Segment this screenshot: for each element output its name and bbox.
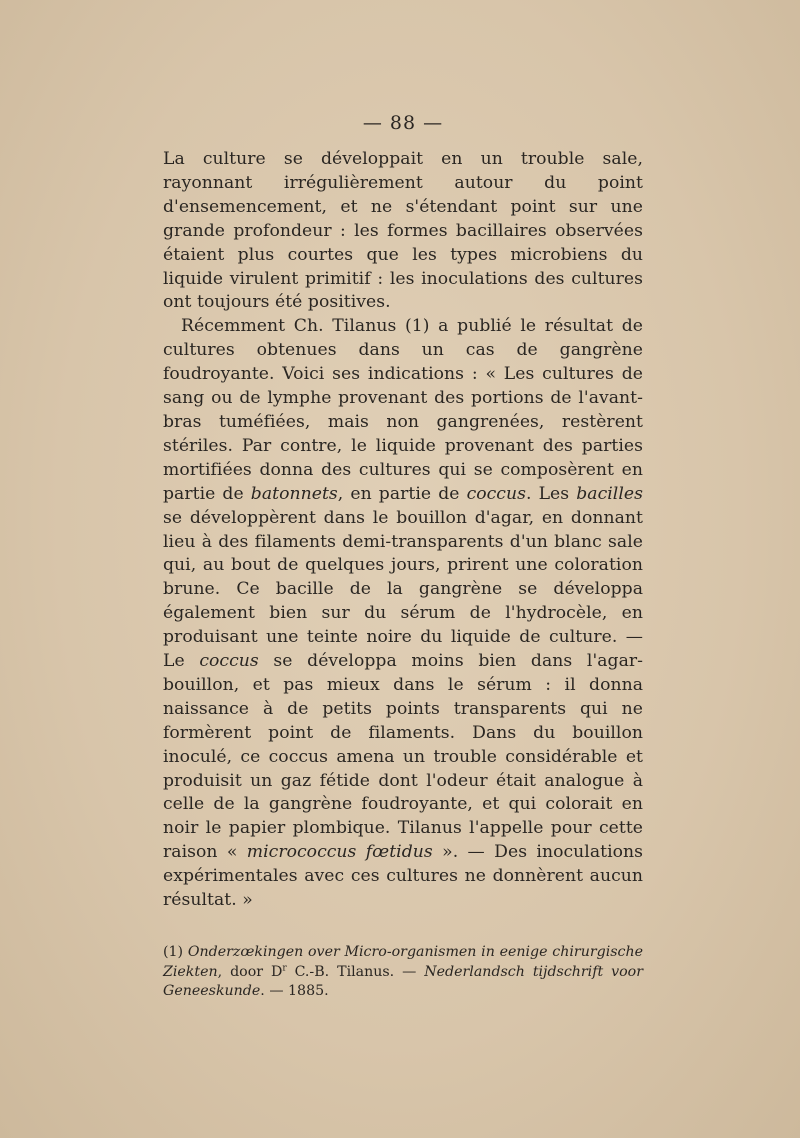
paragraph-2	[163, 315, 643, 913]
footnote-marker: (1)	[163, 944, 188, 960]
footnote	[163, 943, 643, 1002]
footnote-title: Onderzœkingen over Micro-organismen in eenige chirurgische Ziekten	[163, 944, 643, 980]
italic-term: coccus	[466, 483, 526, 504]
italic-term: batonnets	[250, 483, 338, 504]
book-page	[163, 112, 643, 1002]
page-number: — 88 —	[362, 112, 444, 134]
italic-term: bacilles	[576, 483, 643, 504]
superscript: r	[282, 962, 287, 973]
text-run: , door D	[217, 963, 283, 980]
text-run: . Les	[525, 483, 577, 504]
text-run: , en partie de	[337, 483, 467, 504]
italic-term: coccus	[199, 651, 259, 672]
text-run: . — 1885.	[260, 983, 329, 999]
text-run: C.-B. Tilanus. —	[286, 963, 425, 980]
paragraph-1: La culture se développait en un trouble sale, rayonnant irrégulièrement autour du point d'ensemencement, et ne s'étendant point sur une grande profondeur : les formes bacillaires observées étaient plus courtes que les types microbiens du liquide virulent primitif : les inoculations des cultures ont toujours été positives.	[163, 149, 643, 313]
text-run: ». — Des inoculations expérimentales avec ces cultures ne donnèrent aucun résultat. »	[163, 842, 644, 911]
text-run: se développa moins bien dans l'agar-bouillon, et pas mieux dans le sérum : il donna naissance à de petits points transparents qui ne formèrent point de filaments. Dans du bouillon inoculé, ce coccus amena un trouble considérable et produisit un gaz fétide dont l'odeur était analogue à celle de la gangrène foudroyante, et qui colorait en noir le papier plombique. Tilanus l'appelle pour cette raison «	[163, 651, 643, 863]
italic-term: micrococcus fœtidus	[246, 842, 433, 863]
body-text	[163, 148, 643, 913]
journal-title: Nederlandsch tijdschrift voor Geneeskunde	[163, 963, 643, 999]
text-run: Récemment Ch. Tilanus (1) a publié le résultat de cultures obtenues dans un cas de gangrène foudroyante. Voici ses indications : « Les cultures de sang ou de lymphe provenant des portions de l'avant-bras tuméfiées, mais non gangrenées, restèrent stériles. Par contre, le liquide provenant des parties mortifiées donna des cultures qui se composèrent en partie de	[163, 316, 643, 504]
text-run: se développèrent dans le bouillon d'agar, en donnant lieu à des filaments demi-transparents d'un blanc sale qui, au bout de quelques jours, prirent une coloration brune. Ce bacille de la gangrène se développa également bien sur du sérum de l'hydrocèle, en produisant une teinte noire du liquide de culture. — Le	[163, 507, 643, 672]
